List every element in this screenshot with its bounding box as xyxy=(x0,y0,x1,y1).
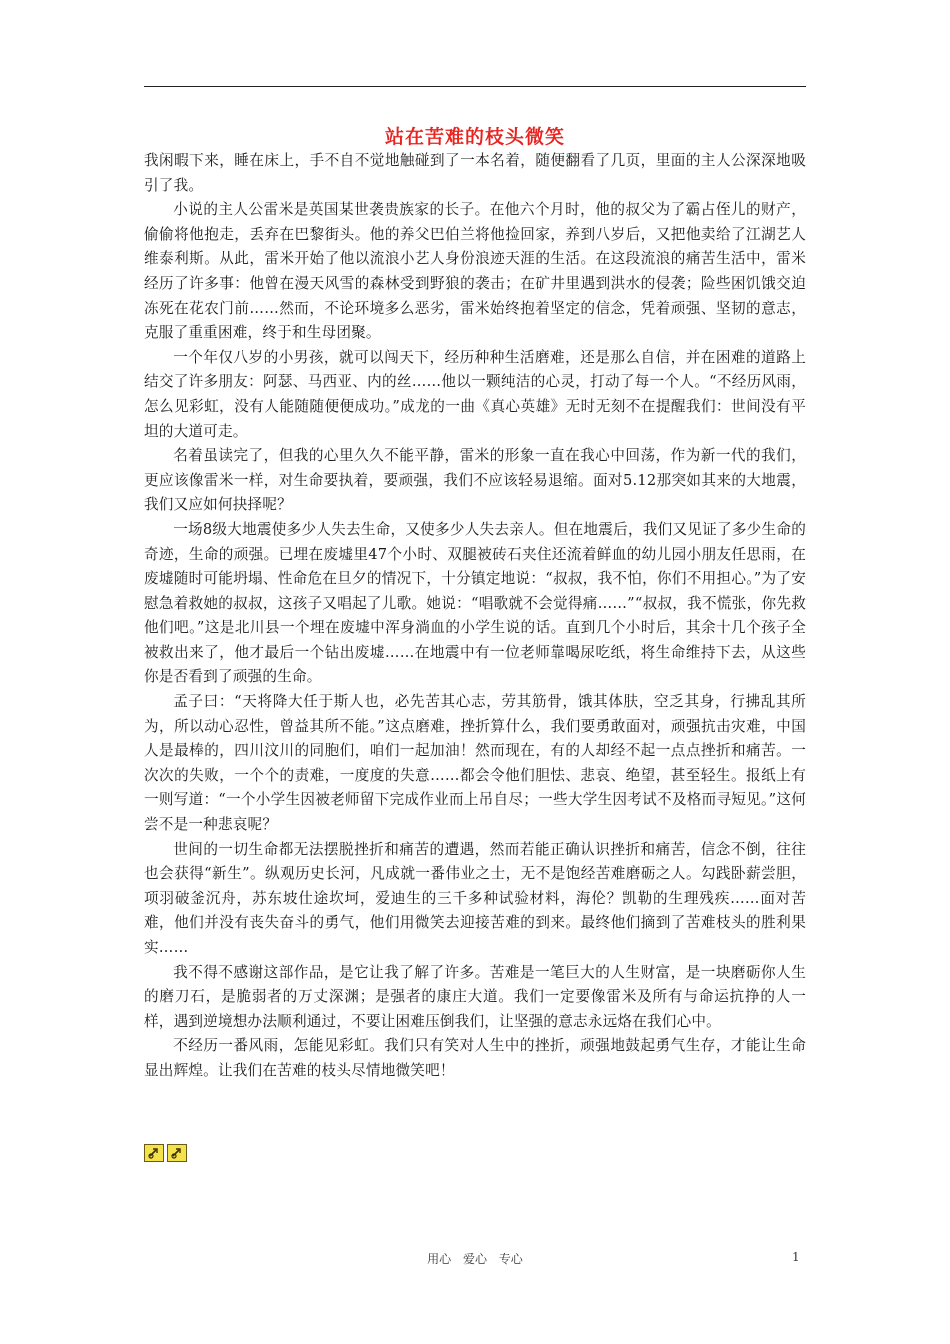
paragraph-4: 名着虽读完了，但我的心里久久不能平静，雷米的形象一直在我心中回荡，作为新一代的我们，更应该像雷米一样，对生命要执着，要顽强，我们不应该轻易退缩。面对5.12那突如其来的大地震，我们又应如何抉择呢？ xyxy=(144,447,806,514)
paragraph-2: 小说的主人公雷米是英国某世袭贵族家的长子。在他六个月时，他的叔父为了霸占侄儿的财产，偷偷将他抱走，丢弃在巴黎街头。他的养父巴伯兰将他捡回家，养到八岁后，又把他卖给了江湖艺人维泰利斯。从此，雷米开始了他以流浪小艺人身份浪迹天涯的生活。在这段流浪的痛苦生活中，雷米经历了许多事：他曾在漫天风雪的森林受到野狼的袭击；在矿井里遇到洪水的侵袭；险些困饥饿交迫冻死在花农门前……然而，不论环境多么恶劣，雷米始终抱着坚定的信念，凭着顽强、坚韧的意志，克服了重重困难，终于和生母团聚。 xyxy=(144,201,806,342)
paragraph-1: 我闲暇下来，睡在床上，手不自不觉地触碰到了一本名着，随便翻看了几页，里面的主人公深深地吸引了我。 xyxy=(144,152,806,194)
paragraph-5: 一场8级大地震使多少人失去生命，又使多少人失去亲人。但在地震后，我们又见证了多少生命的奇迹，生命的顽强。已埋在废墟里47个小时、双腿被砖石夹住还流着鲜血的幼儿园小朋友任思雨，在废墟随时可能坍塌、性命危在旦夕的情况下，十分镇定地说：“叔叔，我不怕，你们不用担心。”为了安慰急着救她的叔叔，这孩子又唱起了儿歌。她说：“唱歌就不会觉得痛……”“叔叔，我不慌张，你先救他们吧。”这是北川县一个埋在废墟中浑身淌血的小学生说的话。直到几个小时后，其余十几个孩子全被救出来了，他才最后一个钻出废墟……在地震中有一位老师靠喝尿吃纸，将生命维持下去，从这些你是否看到了顽强的生命。 xyxy=(144,520,806,686)
document-title: 站在苦难的枝头微笑 xyxy=(384,126,565,148)
paragraph-6: 孟子曰：“天将降大任于斯人也，必先苦其心志，劳其筋骨，饿其体肤，空乏其身，行拂乱其所为，所以动心忍性，曾益其所不能。”这点磨难，挫折算什么，我们要勇敢面对，顽强抗击灾难，中国人是最棒的，四川汶川的同胞们，咱们一起加油！然而现在，有的人却经不起一点点挫折和痛苦。一次次的失败，一个个的责难，一度度的失意……都会令他们胆怯、悲哀、绝望，甚至轻生。报纸上有一则写道：“一个小学生因被老师留下完成作业而上吊自尽；一些大学生因考试不及格而寻短见。”这何尝不是一种悲哀呢？ xyxy=(144,693,806,834)
paragraph-9: 不经历一番风雨，怎能见彩虹。我们只有笑对人生中的挫折，顽强地鼓起勇气生存，才能让生命显出辉煌。让我们在苦难的枝头尽情地微笑吧！ xyxy=(144,1037,806,1079)
link-icon[interactable] xyxy=(144,1144,164,1162)
header-rule xyxy=(144,86,806,87)
page-number: 1 xyxy=(792,1250,800,1264)
icon-group xyxy=(144,1144,187,1162)
paragraph-8: 我不得不感谢这部作品，是它让我了解了许多。苦难是一笔巨大的人生财富，是一块磨砺你人生的磨刀石，是脆弱者的万丈深渊；是强者的康庄大道。我们一定要像雷米及所有与命运抗挣的人一样，遇到逆境想办法顺利通过，不要让困难压倒我们，让坚强的意志永远烙在我们心中。 xyxy=(144,963,806,1030)
footer-motto: 用心 爱心 专心 xyxy=(427,1252,523,1266)
paragraph-3: 一个年仅八岁的小男孩，就可以闯天下，经历种种生活磨难，还是那么自信，并在困难的道路上结交了许多朋友：阿瑟、马西亚、内的丝……他以一颗纯洁的心灵，打动了每一个人。“不经历风雨，怎么见彩虹，没有人能随随便便成功。”成龙的一曲《真心英雄》无时无刻不在提醒我们：世间没有平坦的大道可走。 xyxy=(144,348,806,440)
paragraph-7: 世间的一切生命都无法摆脱挫折和痛苦的遭遇，然而若能正确认识挫折和痛苦，信念不倒，往往也会获得“新生”。纵观历史长河，凡成就一番伟业之士，无不是饱经苦难磨砺之人。勾践卧薪尝胆，项羽破釜沉舟，苏东坡仕途坎坷，爱迪生的三千多种试验材料，海伦？凯勒的生理残疾……面对苦难，他们并没有丧失奋斗的勇气，他们用微笑去迎接苦难的到来。最终他们摘到了苦难枝头的胜利果实…… xyxy=(144,840,806,956)
link-icon[interactable] xyxy=(167,1144,187,1162)
document-body xyxy=(144,149,806,1084)
